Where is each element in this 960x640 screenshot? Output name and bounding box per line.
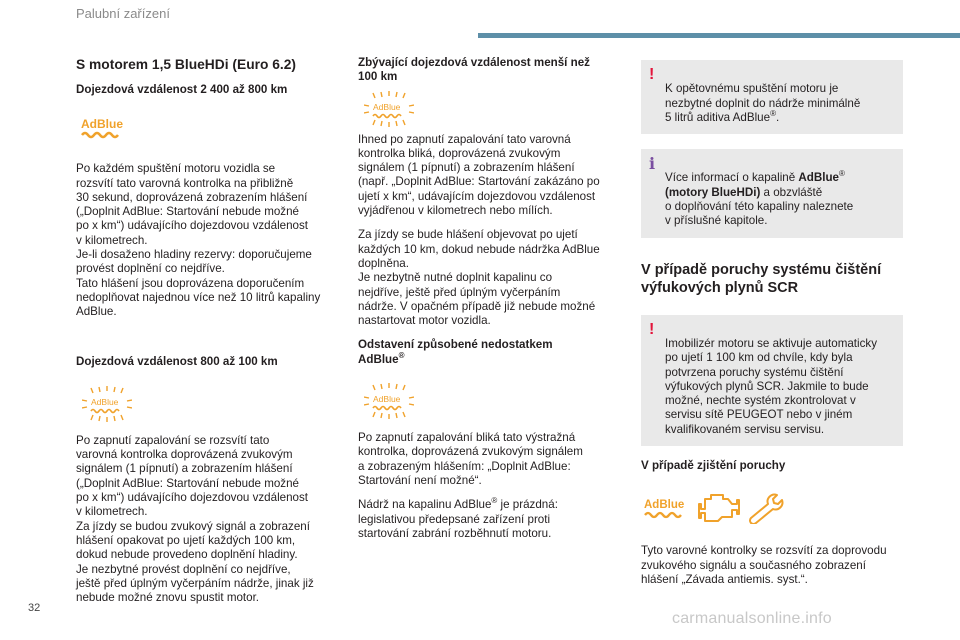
- paragraph-5: Po zapnutí zapalování bliká tato výstražná kontrolka, doprovázená zvukovým signálem a zobrazeným hlášením: „Doplnit AdBlue: Startování není možné“.: [358, 431, 583, 487]
- svg-text:AdBlue: AdBlue: [373, 394, 401, 405]
- section-title: Palubní zařízení: [76, 6, 170, 21]
- adblue-icon: [643, 496, 689, 522]
- adblue-warning-icon: [80, 115, 130, 143]
- paragraph-1: Po každém spuštění motoru vozidla se rozsvítí tato varovná kontrolka na přibližně 30 sekund, doprovázená zobrazením hlášení („Doplnit AdBlue: Startování nebude možné po x km“) udávajícího dojezdovou vzdálenost v kilometrech. Je-li dosaženo hladiny rezervy: doporučujeme provést doplnění co nejdříve. Tato hlášení jsou doprovázena doporučením nedoplňovat najednou více než 10 litrů kapaliny AdBlue.: [76, 162, 321, 319]
- paragraph-6: Nádrž na kapalinu AdBlue® je prázdná: legislativou předepsané zařízení proti startování zabrání rozběhnutí motoru.: [358, 496, 558, 540]
- header-rule: [478, 33, 960, 38]
- adblue-flashing-icon: [82, 386, 132, 422]
- svg-text:AdBlue: AdBlue: [373, 101, 401, 112]
- svg-text:AdBlue: AdBlue: [91, 396, 119, 407]
- fault-icons: [643, 490, 903, 528]
- registered-mark: ®: [398, 350, 405, 360]
- warning-icon: !: [649, 66, 655, 83]
- subheading-immobilised: Odstavení způsobené nedostatkem AdBlue: [358, 338, 553, 366]
- info-icon: i: [649, 154, 656, 174]
- subheading-2400-800: Dojezdová vzdálenost 2 400 až 800 km: [76, 83, 288, 96]
- warning-icon: !: [649, 320, 655, 338]
- adblue-flashing-icon: [364, 91, 414, 127]
- page-number: 32: [28, 602, 41, 614]
- paragraph-2: Po zapnutí zapalování se rozsvítí tato varovná kontrolka doprovázená zvukovým signálem (1 pípnutí) a zobrazením hlášení („Doplnit AdBlue: Startování nebude možné po x km“) udávajícího dojezdovou vzdálenost v kilometrech. Za jízdy se budou zvukový signál a zobrazení hlášení opakovat po ujetí každých 100 km, dokud nebude provedeno doplnění hladiny. Je nezbytné provést doplnění co nejdříve, ještě před úplným vyčerpáním nádrže, jinak již nebude možné znovu spustit motor.: [76, 433, 314, 605]
- info-note-adblue: i Více informací o kapalině AdBlue® (motory BlueHDi) a obzvláště o doplňování této kapaliny naleznete v příslušné kapitole.: [641, 149, 903, 237]
- paragraph-fault: Tyto varovné kontrolky se rozsvítí za doprovodu zvukového signálu a současného zobrazení hlášení „Závada antiemis. syst.“.: [641, 544, 887, 586]
- subheading-fault: V případě zjištění poruchy: [641, 459, 786, 473]
- svg-text:AdBlue: AdBlue: [644, 499, 685, 512]
- paragraph-3: Ihned po zapnutí zapalování tato varovná kontrolka bliká, doprovázená zvukovým signálem (1 pípnutí) a zobrazením hlášení (např. „Doplnit AdBlue: Startování zakázáno po ujetí x km“, udávajícím dojezdovou vzdálenost vyjádřenou v kilometrech nebo mílích.: [358, 132, 600, 218]
- paragraph-4: Za jízdy se bude hlášení objevovat po ujetí každých 10 km, dokud nebude nádržka AdBlue doplněna. Je nezbytně nutné doplnit kapalinu co nejdříve, ještě před úplným vyčerpáním nádrže. V opačném případě již nebude možné nastartovat motor vozidla.: [358, 228, 600, 328]
- main-heading: S motorem 1,5 BlueHDi (Euro 6.2): [76, 57, 297, 72]
- engine-icon: [697, 490, 741, 524]
- column-left: [76, 56, 338, 605]
- watermark: carmanualsonline.info: [672, 610, 832, 627]
- svg-text:AdBlue: AdBlue: [81, 117, 123, 132]
- section-heading-scr: V případě poruchy systému čištění výfukových plynů SCR: [641, 261, 882, 296]
- warning-note-immobiliser: ! Imobilizér motoru se aktivuje automaticky po ujetí 1 100 km od chvíle, kdy byla potvrzena poruchy systému čištění výfukových plynů SCR. Jakmile to bude možné, nechte systém zkontrolovat v servisu sítě PEUGEOT nebo v jiném kvalifikovaném servisu servisu.: [641, 315, 903, 446]
- warning-note-refill: ! K opětovnému spuštění motoru je nezbytné doplnit do nádrže minimálně 5 litrů aditiva AdBlue®.: [641, 60, 903, 134]
- adblue-flashing-icon: [364, 383, 414, 419]
- column-right: [641, 60, 903, 587]
- subheading-800-100: Dojezdová vzdálenost 800 až 100 km: [76, 354, 278, 368]
- column-middle: [358, 56, 620, 541]
- subheading-under-100: Zbývající dojezdová vzdálenost menší než 100 km: [358, 56, 590, 84]
- wrench-icon: [747, 490, 787, 524]
